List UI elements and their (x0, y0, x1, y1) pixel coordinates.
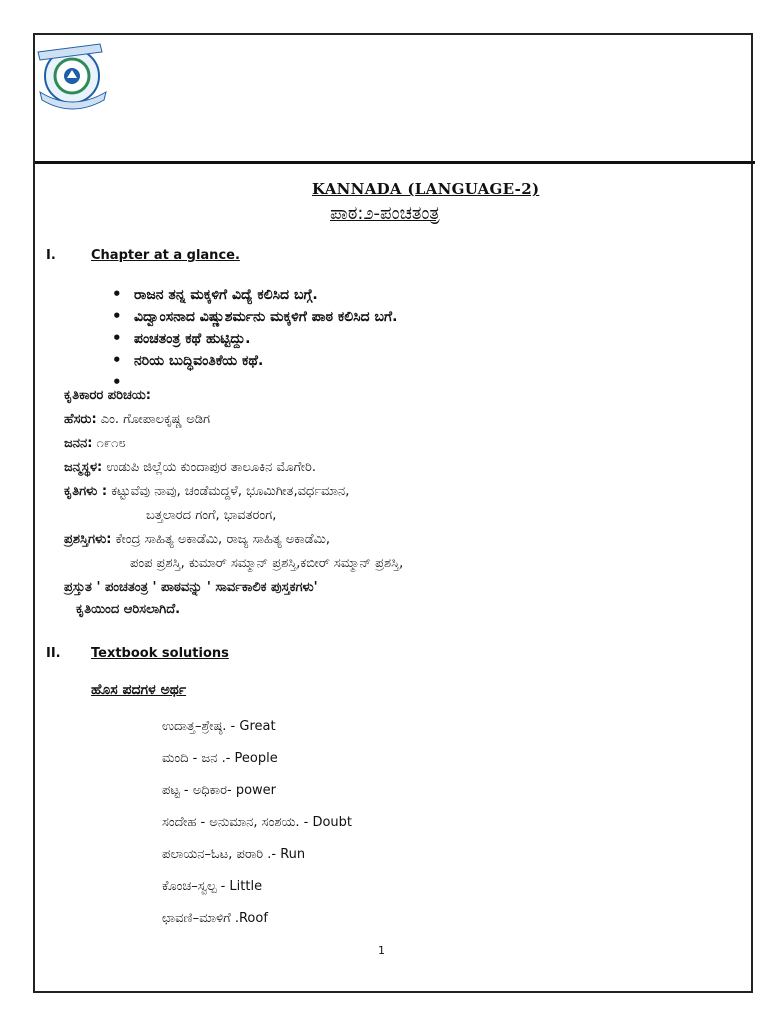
works-line (64, 484, 349, 499)
author-name-line (64, 412, 210, 427)
awards-label: ಪ್ರಶಸ್ತಿಗಳು: (64, 532, 112, 547)
list-item (112, 371, 397, 393)
source-line-2: ಕೃತಿಯಿಂದ ಆರಿಸಲಾಗಿದೆ. (76, 602, 181, 617)
word-meaning: ಸಂದೇಹ - ಅನುಮಾನ, ಸಂಶಯ. - Doubt (162, 815, 353, 830)
page-border (33, 33, 753, 993)
header-rule (35, 161, 755, 164)
lesson-title: ಪಾಠ:೨-ಪಂಚತಂತ್ರ (330, 203, 440, 224)
chapter-bullets (112, 283, 397, 393)
name-value: ಎಂ. ಗೋಪಾಲಕೃಷ್ಣ ಅಡಿಗ (100, 412, 211, 427)
awards-line (64, 532, 330, 547)
word-meaning: ಪಟ್ಟ - ಅಧಿಕಾರ- power (162, 783, 276, 798)
birthplace-value: ಉಡುಪಿ ಜಿಲ್ಲೆಯ ಕುಂದಾಪುರ ತಾಲೂಕಿನ ಮೊಗೇರಿ. (106, 460, 316, 475)
birthplace-label: ಜನ್ಮಸ್ಥಳ: (64, 460, 103, 475)
birth-line (64, 436, 126, 451)
section-1-number: I. (46, 248, 56, 263)
word-meaning: ಪಲಾಯನ–ಓಟ, ಪರಾರಿ .- Run (162, 847, 306, 862)
word-meaning: ಛಾವಣಿ–ಮಾಳಿಗೆ .Roof (162, 911, 268, 926)
section-2-number: II. (46, 646, 61, 661)
word-meaning: ಉದಾತ್ತ–ಶ್ರೇಷ್ಠ. - Great (162, 719, 276, 734)
page-number: 1 (378, 944, 385, 957)
subject-title: KANNADA (LANGUAGE-2) (312, 180, 540, 198)
school-logo (34, 40, 112, 112)
works-continuation: ಬತ್ತಲಾರದ ಗಂಗೆ, ಭಾವತರಂಗ, (146, 508, 277, 523)
new-words-heading: ಹೊಸ ಪದಗಳ ಅರ್ಥ (91, 682, 187, 698)
list-item: • ವಿದ್ವಾಂಸನಾದ ವಿಷ್ಣುಶರ್ಮನು ಮಕ್ಕಳಿಗೆ ಪಾಠ ಕಲಿಸಿದ ಬಗೆ. (112, 305, 397, 327)
section-2-title: Textbook solutions (91, 646, 229, 661)
list-item: • ರಾಜನ ತನ್ನ ಮಕ್ಕಳಿಗೆ ವಿದ್ಯೆ ಕಲಿಸಿದ ಬಗ್ಗೆ. (112, 283, 397, 305)
awards-value: ಕೇಂದ್ರ ಸಾಹಿತ್ಯ ಅಕಾಡೆಮಿ, ರಾಜ್ಯ ಸಾಹಿತ್ಯ ಅಕಾಡೆಮಿ, (115, 532, 331, 547)
works-label: ಕೃತಿಗಳು : (64, 484, 108, 499)
list-item: • ನರಿಯ ಬುದ್ಧಿವಂತಿಕೆಯ ಕಥೆ. (112, 349, 397, 371)
word-meaning: ಮಂದಿ - ಜನ .- People (162, 751, 278, 766)
birth-value: ೧೯೧೮ (96, 436, 126, 451)
list-item: • ಪಂಚತಂತ್ರ ಕಥೆ ಹುಟ್ಟಿದ್ದು. (112, 327, 397, 349)
works-value: ಕಟ್ಟುವೆವು ನಾವು, ಚಂಡೆಮದ್ದಳೆ, ಭೂಮಿಗೀತ,ವರ್ಧಮಾನ, (111, 484, 350, 499)
birth-label: ಜನನ: (64, 436, 93, 451)
awards-continuation: ಪಂಪ ಪ್ರಶಸ್ತಿ, ಕುಮಾರ್ ಸಮ್ಮಾನ್ ಪ್ರಶಸ್ತಿ,ಕಬೀರ್ ಸಮ್ಮಾನ್ ಪ್ರಶಸ್ತಿ, (130, 556, 404, 571)
section-1-title: Chapter at a glance. (91, 248, 240, 263)
name-label: ಹೆಸರು: (64, 412, 97, 427)
author-heading: ಕೃತಿಕಾರರ ಪರಿಚಯ: (64, 388, 152, 403)
birthplace-line (64, 460, 316, 475)
word-meaning: ಕೊಂಚ–ಸ್ವಲ್ಪ - Little (162, 879, 263, 894)
source-line-1: ಪ್ರಸ್ತುತ ' ಪಂಚತಂತ್ರ ' ಪಾಠವನ್ನು ' ಸಾರ್ವಕಾಲಿಕ ಪುಸ್ತಕಗಳು' (64, 580, 318, 595)
